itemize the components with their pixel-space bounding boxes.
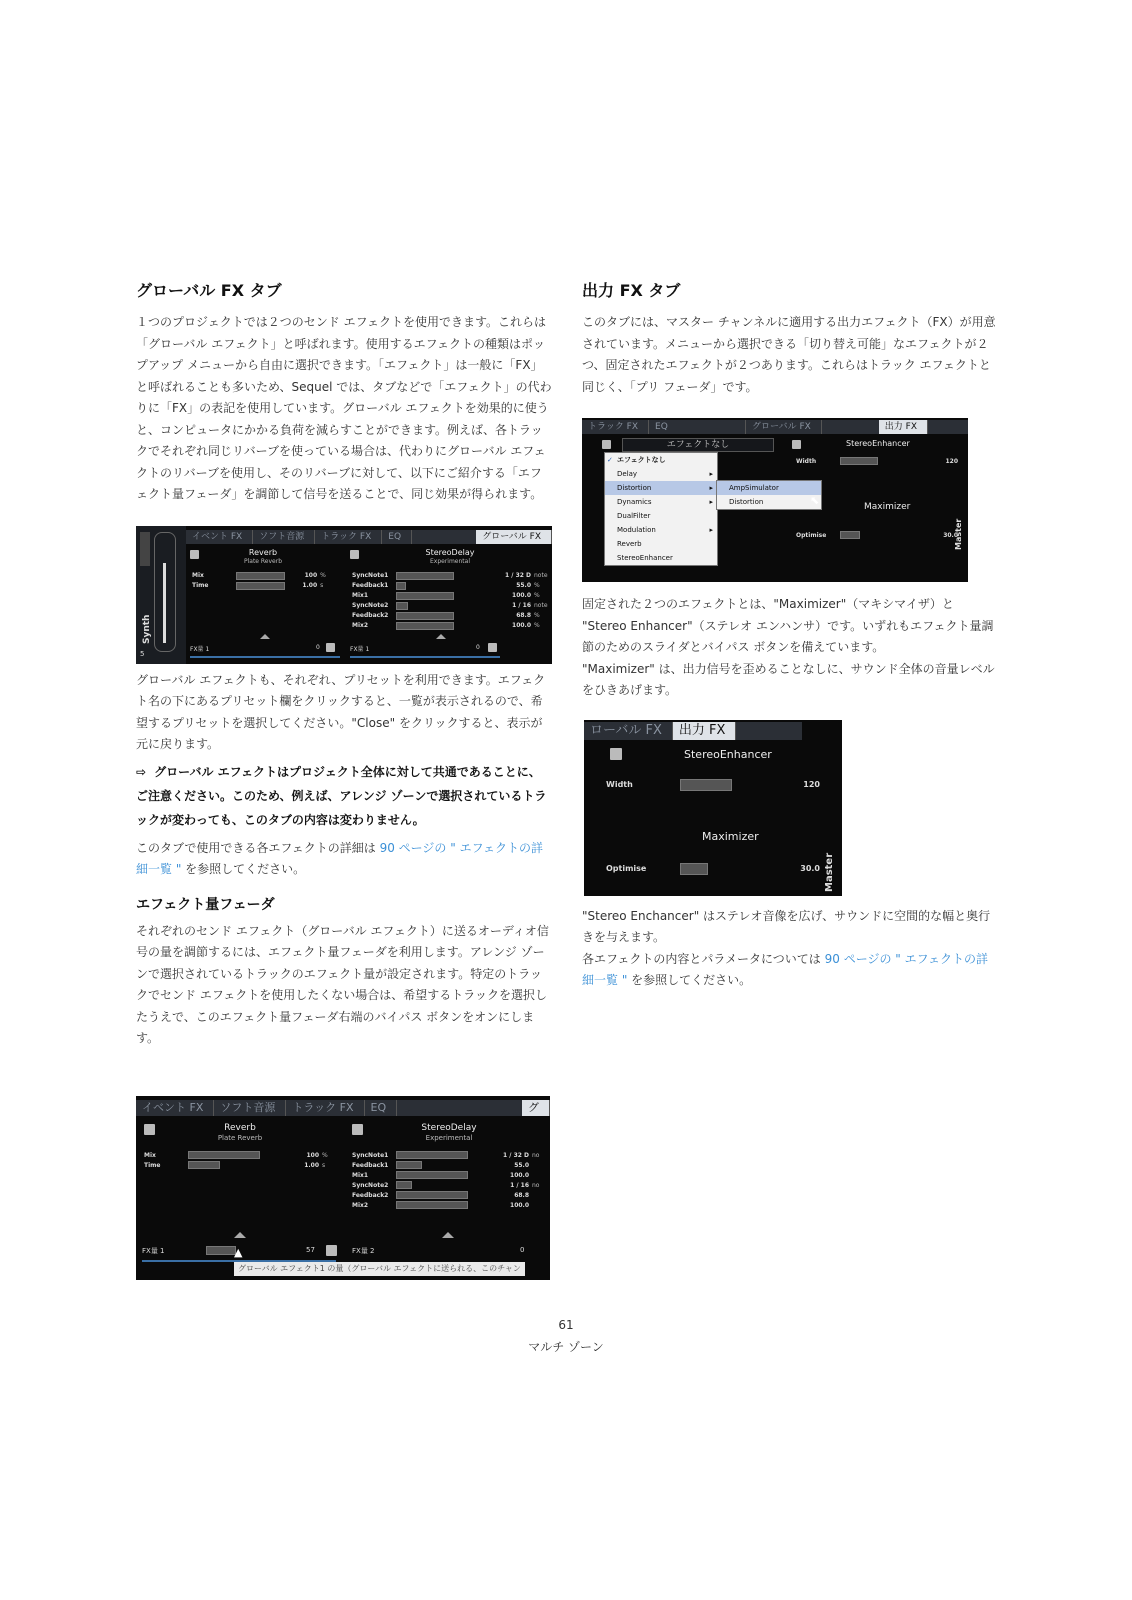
param-label: Time <box>144 1161 161 1169</box>
left-column <box>136 280 552 1050</box>
param-value: 1 / 16 <box>510 1181 529 1189</box>
ref-text-end: を参照してください。 <box>627 973 752 987</box>
param-label: Mix <box>144 1151 156 1159</box>
fx2-params <box>348 571 552 631</box>
width-label: Width <box>606 780 633 789</box>
optimise-slider[interactable] <box>680 863 708 875</box>
fx1-preset[interactable]: Plate Reverb <box>243 557 283 565</box>
fx2-amount-value: 0 <box>520 1246 525 1254</box>
tab-global-fx[interactable]: グローバル FX <box>746 420 822 434</box>
para-enhancer: "Stereo Enchancer" はステレオ音像を広げ、サウンドに空間的な幅と奥行きを与えます。 <box>582 908 991 944</box>
param-row <box>348 601 552 611</box>
param-value: 100 <box>306 1151 319 1159</box>
fx1-name[interactable]: Reverb <box>224 1123 256 1133</box>
fx2-bypass-checkbox[interactable] <box>352 1124 363 1135</box>
param-row <box>348 611 552 621</box>
enhancer-bypass[interactable] <box>792 440 801 449</box>
menu-item-delay[interactable]: Delay ▸ <box>605 467 717 481</box>
menu-item-distortion[interactable]: Distortion ▸ <box>605 481 717 495</box>
fx1-bypass-checkbox[interactable] <box>144 1124 155 1135</box>
menu-item-reverb[interactable]: Reverb <box>617 540 642 548</box>
heading-output-fx: 出力 FX タブ <box>582 281 681 300</box>
param-slider[interactable] <box>188 1151 260 1159</box>
fx2-name[interactable]: StereoDelay <box>421 1123 477 1133</box>
fx1-amount-label: FX量 1 <box>142 1247 165 1255</box>
fx1-amount-value: 57 <box>306 1246 315 1254</box>
fx1-amount-value: 0 <box>316 643 320 651</box>
param-value: 100.0 <box>512 592 531 599</box>
param-slider[interactable] <box>396 572 454 580</box>
param-label: Time <box>192 582 209 589</box>
optimise-value: 30.0 <box>943 531 958 539</box>
param-value: 68.8 <box>516 612 531 619</box>
preset-arrow-icon[interactable] <box>260 634 270 639</box>
fx1-name[interactable]: Reverb <box>248 547 278 557</box>
heading-global-fx: グローバル FX タブ <box>136 281 282 300</box>
menu-item-modulation[interactable]: Modulation ▸ <box>605 523 717 537</box>
menu-item-dualfilter[interactable]: DualFilter <box>617 512 651 520</box>
para-presets: グローバル エフェクトも、それぞれ、プリセットを利用できます。エフェクト名の下にあるプリセット欄をクリックすると、一覧が表示されるので、希望するプリセットを選択してください。"Close" をクリックすると、表示が元に戻ります。 <box>136 672 546 751</box>
width-slider[interactable] <box>680 779 732 791</box>
param-label: Mix1 <box>352 592 369 599</box>
fx1-panel <box>140 1122 340 1170</box>
param-label: Feedback1 <box>352 1161 389 1169</box>
param-row <box>348 1190 550 1200</box>
preset-arrow-icon[interactable] <box>234 1232 246 1238</box>
optimise-slider[interactable] <box>840 531 860 539</box>
tab-output-fx[interactable]: 出力 FX <box>879 420 928 434</box>
param-slider[interactable] <box>396 582 406 590</box>
param-label: Feedback2 <box>352 1191 389 1199</box>
fx2-params <box>348 1150 550 1210</box>
fx2-preset[interactable]: Experimental <box>425 1134 473 1142</box>
fx2-amount-label: FX量 2 <box>352 1247 375 1255</box>
tab-track-fx[interactable]: トラック FX <box>286 1100 364 1116</box>
param-row <box>348 571 552 581</box>
tab-soft-synth[interactable]: ソフト音源 <box>253 530 315 544</box>
fx2-amount-fader[interactable] <box>350 656 500 658</box>
fx1-preset[interactable]: Plate Reverb <box>217 1134 263 1142</box>
tab-event-fx[interactable]: イベント FX <box>136 1100 214 1116</box>
param-slider[interactable] <box>396 612 454 620</box>
param-unit: note <box>534 602 548 609</box>
para-fx-fader: それぞれのセンド エフェクト（グローバル エフェクト）に送るオーディオ信号の量を調節するには、エフェクト量フェーダを利用します。アレンジ ゾーンで選択されているトラックのエフェクト量が設定されます。特定のトラックでセンド エフェクトを使用したくない場合は、希望するトラックを選択したうえで、このエフェクト量フェーダ右端のバイパス ボタンをオンにします。 <box>136 923 549 1045</box>
param-unit: % <box>534 612 540 619</box>
para-ref <box>136 838 552 881</box>
param-row <box>348 581 552 591</box>
tab-output-fx[interactable]: 出力 FX <box>673 722 737 740</box>
param-unit: % <box>534 582 540 589</box>
tab-global-fx[interactable]: グ <box>522 1100 550 1116</box>
submenu-arrow-icon: ▸ <box>709 470 713 478</box>
param-unit: % <box>320 572 326 579</box>
param-row <box>140 1160 340 1170</box>
para-output-fx: このタブには、マスター チャンネルに適用する出力エフェクト（FX）が用意されています。メニューから選択できる「切り替え可能」なエフェクトが２つ、固定されたエフェクトが２つあります。これらはトラック エフェクトと同じく、「プリ フェーダ」です。 <box>582 315 996 394</box>
param-unit: % <box>534 592 540 599</box>
param-label: SyncNote2 <box>352 602 389 609</box>
menu-item-dynamics[interactable]: Dynamics ▸ <box>605 495 717 509</box>
fx2-amount-value: 0 <box>476 643 480 651</box>
tab-bar <box>584 722 802 740</box>
para-maximizer: "Maximizer" は、出力信号を歪めることなしに、サウンド全体の音量レベルをひきあげます。 <box>582 661 995 697</box>
ref-text: このタブで使用できる各エフェクトの詳細は <box>136 840 380 855</box>
fx1-params <box>140 1150 340 1170</box>
enhancer-name: StereoEnhancer <box>684 747 772 761</box>
fx1-params <box>188 571 338 591</box>
tab-event-fx[interactable]: イベント FX <box>186 530 253 544</box>
mouse-cursor-icon: ▲ <box>234 1246 243 1259</box>
param-slider[interactable] <box>396 1161 422 1169</box>
tab-bar <box>136 1100 550 1116</box>
ref-text: 各エフェクトの内容とパラメータについては <box>582 951 825 966</box>
track-number: 5 <box>140 649 145 658</box>
width-value: 120 <box>945 457 958 465</box>
fx1-amount-slider[interactable] <box>206 1246 236 1255</box>
fx2-panel <box>348 1122 550 1210</box>
width-label: Width <box>796 457 817 465</box>
param-row <box>188 581 338 591</box>
fx2-preset[interactable]: Experimental <box>429 557 470 565</box>
param-row <box>348 1180 550 1190</box>
tab-global-fx[interactable]: ローバル FX <box>584 722 673 740</box>
tab-bar <box>186 530 552 544</box>
param-row <box>348 591 552 601</box>
global-fx-screenshot <box>136 526 552 664</box>
right-column <box>582 280 1000 992</box>
distortion-submenu <box>716 480 822 510</box>
tab-global-fx[interactable]: グローバル FX <box>476 530 552 544</box>
fx2-amount-bypass[interactable] <box>488 643 497 652</box>
output-fx-screenshot <box>584 720 842 896</box>
ref-link[interactable]: 90 ページの " エフェクトの詳細一覧 " <box>582 951 989 987</box>
fx1-amount-label: FX量 1 <box>190 645 210 653</box>
maximizer-name: Maximizer <box>702 829 759 843</box>
param-value: 100.0 <box>510 1201 529 1209</box>
param-value: 100.0 <box>512 622 531 629</box>
mouse-cursor-icon: ⬉ <box>810 494 820 507</box>
width-row <box>606 778 820 792</box>
master-label: Master <box>954 518 963 550</box>
section-name: マルチ ゾーン <box>528 1340 604 1354</box>
width-row <box>792 456 958 466</box>
param-row <box>348 1170 550 1180</box>
para-fixed-fx: 固定された２つのエフェクトとは、"Maximizer"（マキシマイザ）と "Stereo Enhancer"（ステレオ エンハンサ）です。いずれもエフェクト量調節のためのスライダとバイパス ボタンを備えています。 <box>582 597 994 654</box>
tab-track-fx[interactable]: トラック FX <box>315 530 382 544</box>
param-slider[interactable] <box>396 1171 468 1179</box>
fx-menu <box>604 452 718 566</box>
note-arrow-icon: ⇨ <box>136 764 147 779</box>
synth-label: Synth <box>142 614 152 644</box>
param-label: Mix1 <box>352 1171 369 1179</box>
volume-fader[interactable] <box>154 532 176 652</box>
submenu-arrow-icon: ▸ <box>709 526 713 534</box>
param-row <box>188 571 338 581</box>
tooltip: グローバル エフェクト1 の量（グローバル エフェクトに送られる、このチャン <box>234 1262 525 1276</box>
width-slider[interactable] <box>840 457 878 465</box>
para-global-fx: １つのプロジェクトでは２つのセンド エフェクトを使用できます。これらは「グローバル エフェクト」と呼ばれます。使用するエフェクトの種類はポップアップ メニューから自由に選択できます。「エフェクト」は一般に「FX」と呼ばれることも多いため、Sequel では、タブなどで「エフェクト」の代わりに「FX」の表記を使用しています。グローバル エフェクトを効果的に使うと、コンピュータにかかる負荷を減らすことができます。例えば、各トラックでそれぞれ同じリバーブを使っている場合は、代わりにグローバル エフェクトのリバーブを使用し、そのリバーブに対して、以下にご紹介する「エフェクト量フェーダ」を調節して信号を送ることで、同じ効果が得られます。 <box>136 315 552 501</box>
param-slider[interactable] <box>236 572 286 580</box>
ref-text-end: を参照してください。 <box>181 862 306 876</box>
param-slider[interactable] <box>396 602 408 610</box>
param-row <box>348 1200 550 1210</box>
note <box>136 760 552 832</box>
param-label: SyncNote1 <box>352 572 389 579</box>
fx1-panel <box>188 548 338 591</box>
param-unit: note <box>534 572 548 579</box>
param-slider[interactable] <box>396 1191 468 1199</box>
param-label: Feedback1 <box>352 582 389 589</box>
param-slider[interactable] <box>396 1201 468 1209</box>
tab-bar <box>582 420 968 434</box>
switchable-fx-bypass[interactable] <box>602 440 611 449</box>
param-slider[interactable] <box>396 592 454 600</box>
param-unit: s <box>322 1161 326 1169</box>
param-row <box>348 1150 550 1160</box>
heading-fx-fader: エフェクト量フェーダ <box>136 896 275 913</box>
param-value: 68.8 <box>514 1191 529 1199</box>
fx2-amount-label: FX量 1 <box>350 645 370 653</box>
param-unit: % <box>534 622 540 629</box>
fx2-name[interactable]: StereoDelay <box>425 547 475 557</box>
output-fx-menu-screenshot <box>582 418 968 582</box>
param-label: Mix2 <box>352 1201 369 1209</box>
page-footer <box>0 1314 1132 1358</box>
param-row <box>348 621 552 631</box>
tab-eq[interactable]: EQ <box>365 1100 398 1116</box>
param-unit: no <box>532 1151 540 1159</box>
preset-arrow-icon[interactable] <box>436 634 446 639</box>
param-slider[interactable] <box>396 622 454 630</box>
submenu-item-distortion[interactable]: Distortion <box>729 498 764 506</box>
fx2-bypass-checkbox[interactable] <box>350 550 359 559</box>
page-number: 61 <box>558 1318 574 1332</box>
param-label: Feedback2 <box>352 612 389 619</box>
tab-track-fx[interactable]: トラック FX <box>582 420 649 434</box>
param-unit: % <box>322 1151 328 1159</box>
maximizer-name: Maximizer <box>864 502 911 512</box>
fx1-amount-fader[interactable] <box>190 656 340 658</box>
master-label: Master <box>824 852 835 892</box>
tab-soft-synth[interactable]: ソフト音源 <box>214 1100 286 1116</box>
optimise-label: Optimise <box>796 531 827 539</box>
enhancer-name: StereoEnhancer <box>846 439 910 448</box>
fx1-amount-bypass[interactable] <box>326 643 335 652</box>
para-ref-right <box>582 949 1000 992</box>
param-row <box>348 1160 550 1170</box>
param-slider[interactable] <box>396 1151 468 1159</box>
ref-link[interactable]: 90 ページの " エフェクトの詳細一覧 " <box>136 840 543 876</box>
param-label: SyncNote2 <box>352 1181 389 1189</box>
optimise-value: 30.0 <box>800 864 820 873</box>
param-slider[interactable] <box>236 582 286 590</box>
fx1-amount-bypass[interactable] <box>326 1245 337 1256</box>
param-label: Mix <box>192 572 204 579</box>
param-unit: s <box>320 582 324 589</box>
menu-item-stereoenhancer[interactable]: StereoEnhancer <box>617 554 673 562</box>
param-value: 1 / 32 D <box>503 1151 529 1159</box>
checkmark-icon: ✓ <box>607 456 613 464</box>
param-row <box>140 1150 340 1160</box>
param-label: Mix2 <box>352 622 369 629</box>
tab-eq[interactable]: EQ <box>649 420 746 434</box>
param-value: 55.0 <box>514 1161 529 1169</box>
submenu-item-ampsimulator[interactable]: AmpSimulator <box>717 481 821 495</box>
optimise-row <box>792 530 958 540</box>
submenu-arrow-icon: ▸ <box>709 498 713 506</box>
sidebar-buttons <box>140 532 150 566</box>
param-value: 55.0 <box>516 582 531 589</box>
fx2-panel <box>348 548 552 631</box>
param-slider[interactable] <box>396 1181 412 1189</box>
param-value: 1.00 <box>302 582 318 589</box>
param-value: 100.0 <box>510 1171 529 1179</box>
fx1-bypass-checkbox[interactable] <box>190 550 199 559</box>
param-value: 1 / 16 <box>512 602 531 609</box>
optimise-label: Optimise <box>606 864 647 873</box>
param-slider[interactable] <box>188 1161 220 1169</box>
tab-eq[interactable]: EQ <box>382 530 412 544</box>
preset-arrow-icon[interactable] <box>442 1232 454 1238</box>
submenu-arrow-icon: ▸ <box>709 484 713 492</box>
param-value: 100 <box>304 572 318 579</box>
optimise-row <box>606 862 820 876</box>
menu-item-none[interactable]: ✓ エフェクトなし <box>605 453 717 467</box>
enhancer-bypass[interactable] <box>610 748 622 760</box>
fx-amount-screenshot <box>136 1096 550 1280</box>
param-unit: no <box>532 1181 540 1189</box>
synth-sidebar <box>136 526 186 664</box>
fx-dropdown[interactable]: エフェクトなし <box>622 438 774 452</box>
param-value: 1 / 32 D <box>505 572 531 579</box>
param-value: 1.00 <box>304 1161 319 1169</box>
width-value: 120 <box>803 780 820 789</box>
param-label: SyncNote1 <box>352 1151 389 1159</box>
note-text: グローバル エフェクトはプロジェクト全体に対して共通であることに、ご注意ください。このため、例えば、アレンジ ゾーンで選択されているトラックが変わっても、このタブの内容は変わりません。 <box>136 764 547 827</box>
